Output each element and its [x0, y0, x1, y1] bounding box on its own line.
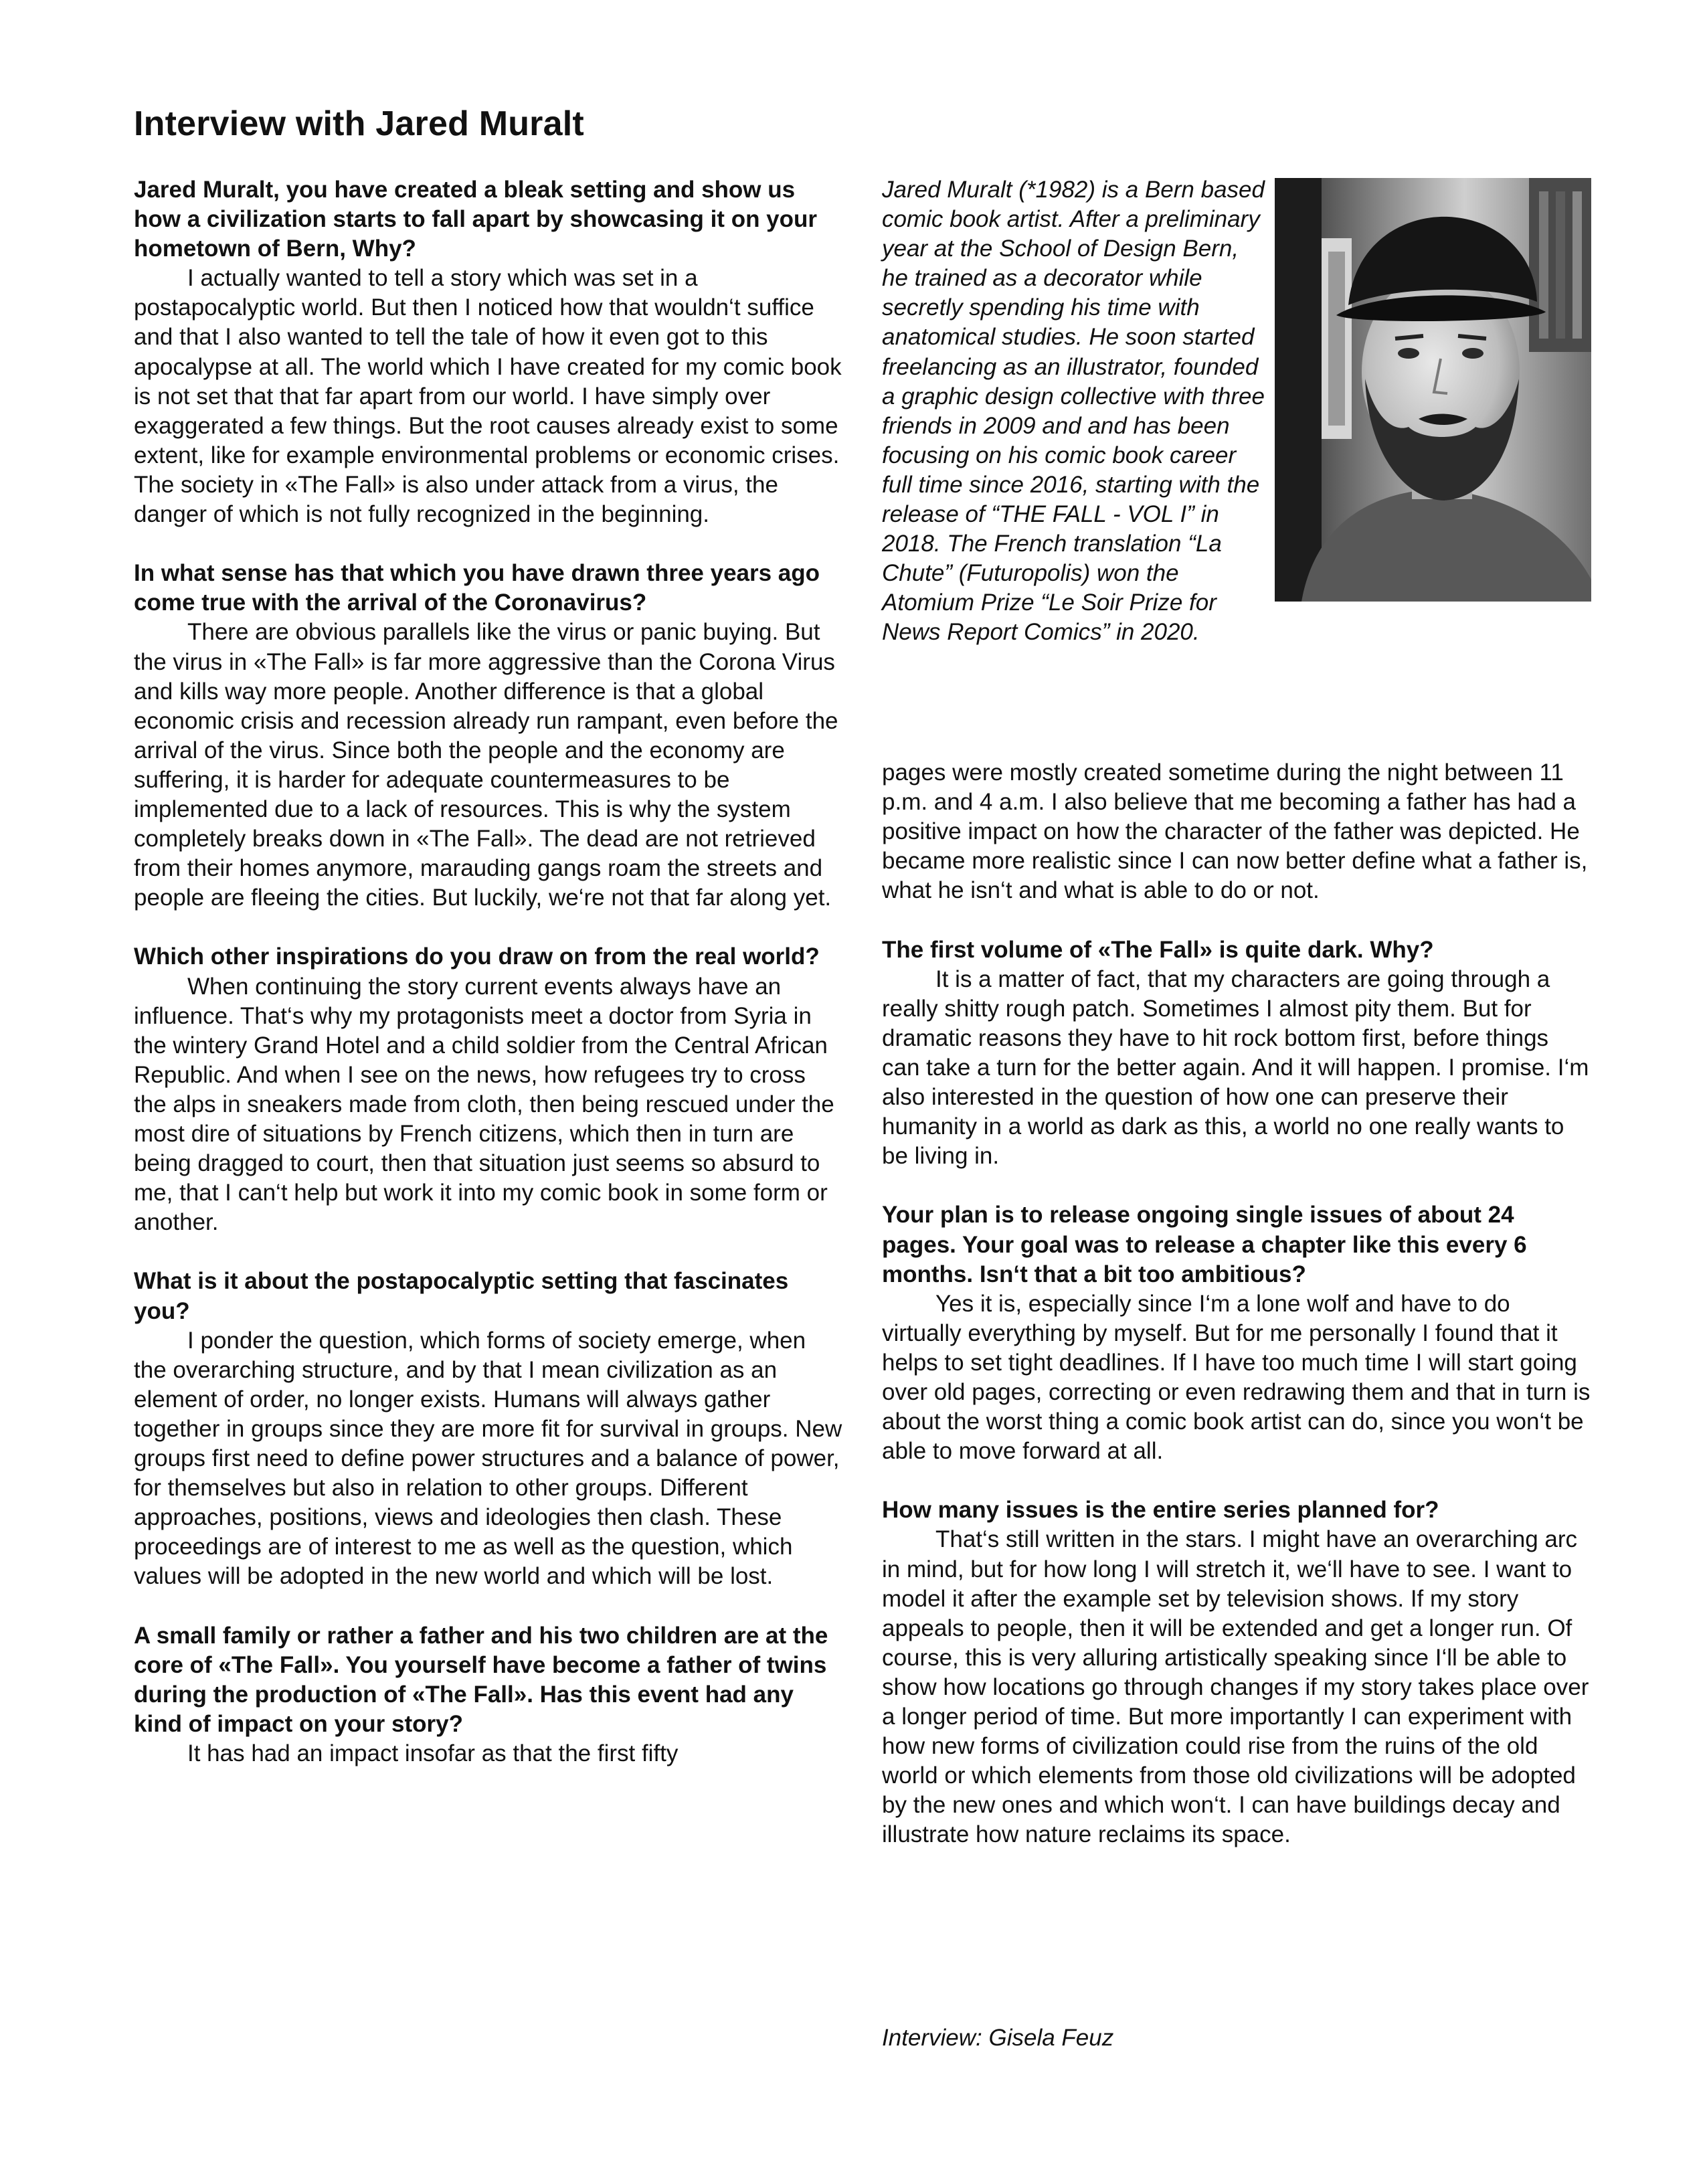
qa-block [882, 758, 1591, 905]
qa-block [882, 1200, 1591, 1466]
author-bio-text: Jared Muralt (*1982) is a Bern based comic book artist. After a preliminary year at the School of Design Bern, he trained as a decorator while secretly spending his time with anatomical studies. He soon started freelancing as an illustrator, founded a graphic design collective with three friends in 2009 and and has been focusing on his comic book career full time since 2016, starting with the release of “THE FALL - VOL I” in 2018. The French translation “La Chute” (Futuropolis) won the Atomium Prize “Le Soir Prize for News Report Comics” in 2020. [882, 177, 1265, 646]
qa-block [882, 935, 1591, 1172]
right-column [882, 758, 1591, 1880]
answer: I ponder the question, which forms of society emerge, when the overarching structure, and by that I mean civilization as an element of order, no longer exists. Humans will always gather together in groups since they are more fit for survival in groups. New groups first need to define power structures and a balance of power, for themselves but also in relation to other groups. Different approaches, positions, views and ideologies then clash. These proceedings are of interest to me as well as the question, which values will be adopted in the new world and which will be lost. [134, 1327, 842, 1590]
answer: When continuing the story current events always have an influence. That‘s why my protagonists meet a doctor from Syria in the wintery Grand Hotel and a child soldier from the Central African Republic. And when I see on the news, how refugees try to cross the alps in sneakers made from cloth, then being rescued under the most dire of situations by French citizens, which then in turn are being dragged to court, then that situation just seems so absurd to me, that I can‘t help but work it into my comic book in some form or another. [134, 973, 834, 1236]
answer: Yes it is, especially since I‘m a lone wolf and have to do virtually everything by myself. But for me personally I found that it helps to set tight deadlines. If I have too much time I will start going over old pages, correcting or even redrawing them and that in turn is about the worst thing a comic book artist can do, since you won‘t be able to move forward at all. [882, 1290, 1591, 1465]
qa-block [134, 559, 843, 913]
answer: It has had an impact insofar as that the first fifty [187, 1740, 679, 1766]
page-title: Interview with Jared Muralt [134, 104, 584, 143]
author-bio-box [882, 175, 1591, 648]
question: A small family or rather a father and his two children are at the core of «The Fall». You yourself have become a father of twins during the production of «The Fall». Has this event had any kind of impact on your story? [134, 1622, 828, 1737]
qa-block [882, 1495, 1591, 1849]
qa-block [134, 175, 843, 529]
question: The first volume of «The Fall» is quite dark. Why? [882, 936, 1434, 963]
left-column [134, 175, 843, 1798]
answer: There are obvious parallels like the virus or panic buying. But the virus in «The Fall» is far more aggressive than the Corona Virus and kills way more people. Another difference is that a global economic crisis and recession already run rampant, even before the arrival of the virus. Since both the people and the economy are suffering, it is harder for adequate countermeasures to be implemented due to a lack of resources. This is why the system completely breaks down in «The Fall». The dead are not retrieved from their homes anymore, marauding gangs roam the streets and people are fleeing the cities. But luckily, we‘re not that far along yet. [134, 619, 838, 911]
question: Your plan is to release ongoing single issues of about 24 pages. Your goal was to release a chapter like this every 6 months. Isn‘t that a bit too ambitious? [882, 1202, 1527, 1287]
answer: That‘s still written in the stars. I might have an overarching arc in mind, but for how long I will stretch it, we‘ll have to see. I want to model it after the example set by television shows. If my story appeals to people, then it will be extended and get a longer run. Of course, this is very alluring artistically speaking since I‘ll be able to show how locations go through changes if my story takes place over a longer period of time. But more importantly I can experiment with how new forms of civilization could rise from the ruins of the old world or which elements from those old civilizations will be adopted by the new ones and which won‘t. I can have buildings decay and illustrate how nature reclaims its space. [882, 1526, 1589, 1848]
qa-block [134, 942, 843, 1237]
question: Which other inspirations do you draw on from the real world? [134, 943, 820, 970]
question: In what sense has that which you have drawn three years ago come true with the arrival of the Coronavirus? [134, 560, 820, 616]
question: What is it about the postapocalyptic setting that fascinates you? [134, 1268, 789, 1324]
interview-credit: Interview: Gisela Feuz [882, 2025, 1114, 2051]
qa-block [134, 1267, 843, 1591]
answer: It is a matter of fact, that my characters are going through a really shitty rough patch. Sometimes I almost pity them. But for dramatic reasons they have to hit rock bottom first, before things can take a turn for the better again. And it will happen. I promise. I‘m also interested in the question of how one can preserve their humanity in a world as dark as this, a world no one really wants to be living in. [882, 966, 1589, 1170]
answer: I actually wanted to tell a story which was set in a postapocalyptic world. But then I noticed how that wouldn‘t suffice and that I also wanted to tell the tale of how it even got to this apocalypse at all. The world which I have created for my comic book is not set that that far apart from our world. I have simply over exaggerated a few things. But the root causes already exist to some extent, like for example environmental problems or economic crises. The society in «The Fall» is also under attack from a virus, the danger of which is not fully recognized in the beginning. [134, 265, 842, 528]
answer-continued: pages were mostly created sometime during the night between 11 p.m. and 4 a.m. I also believe that me becoming a father has had a positive impact on how the character of the father was depicted. He became more realistic since I can now better define what a father is, what he isn‘t and what is able to do or not. [882, 759, 1588, 904]
question: How many issues is the entire series planned for? [882, 1497, 1439, 1524]
question: Jared Muralt, you have created a bleak setting and show us how a civilization starts to fall apart by showcasing it on your hometown of Bern, Why? [134, 177, 818, 262]
author-portrait-photo [1275, 178, 1591, 602]
qa-block [134, 1621, 843, 1768]
